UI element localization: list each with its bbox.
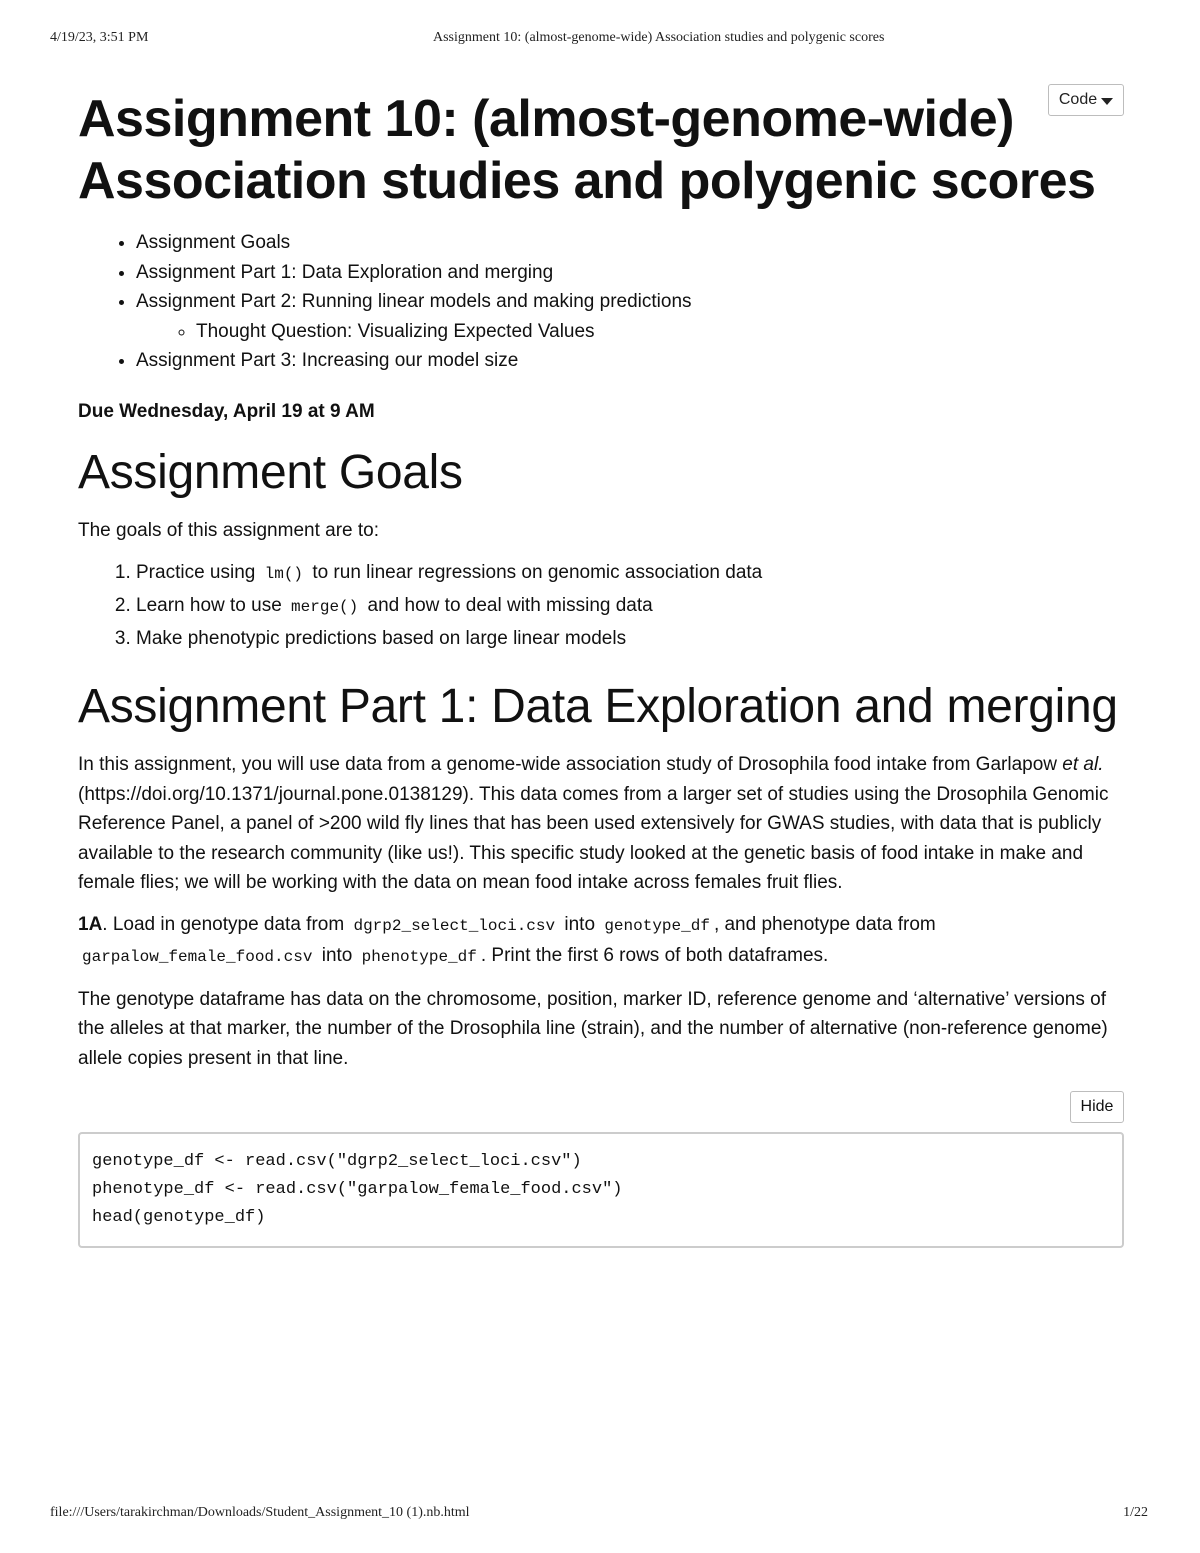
paragraph-emphasis: et al. — [1062, 754, 1104, 775]
goal-item — [136, 557, 1124, 590]
toc-item-label: Thought Question: Visualizing Expected Values — [196, 320, 595, 342]
toc-item-label: Assignment Goals — [136, 232, 291, 253]
toc-item-label: Assignment Part 3: Increasing our model size — [136, 350, 519, 371]
print-doc-title: Assignment 10: (almost-genome-wide) Association studies and polygenic scores — [433, 30, 885, 45]
goal-text: and how to deal with missing data — [367, 595, 653, 616]
question-text: . Print the first 6 rows of both dataframes. — [480, 945, 829, 966]
print-footer — [50, 1505, 1150, 1525]
due-date: Due Wednesday, April 19 at 9 AM — [78, 400, 375, 422]
goal-text: Learn how to use — [136, 595, 282, 616]
section-heading-part1: Assignment Part 1: Data Exploration and merging — [78, 680, 1118, 733]
question-text: into — [321, 945, 353, 966]
page-title: Assignment 10: (almost-genome-wide) Association studies and polygenic scores — [78, 90, 1096, 210]
goal-text: Practice using — [136, 562, 256, 583]
goal-text: to run linear regressions on genomic association data — [312, 562, 763, 583]
question-text: , and phenotype data from — [713, 913, 936, 935]
print-header — [50, 30, 1150, 50]
paragraph-text: (https://doi.org/10.1371/journal.pone.0138129). This data comes from a larger set of studies using the Drosophila Genomic Reference Panel, a panel of >200 wild fly lines that has been used extensively for GWAS studies, with data that is publicly available to the research community (like us!). This specific study looked at the genetic basis of food intake in make and female flies; we will be working with the data on mean food intake across females fruit flies. — [78, 783, 1109, 893]
goals-list — [78, 557, 1124, 654]
toc-item-thought-question[interactable] — [196, 317, 1124, 347]
code-chunk — [78, 1132, 1124, 1248]
toc-item-part1[interactable] — [136, 258, 1124, 288]
code-line: phenotype_df <- read.csv("garpalow_female_food.csv") — [92, 1180, 623, 1199]
inline-code: lm() — [264, 565, 304, 583]
code-line: genotype_df <- read.csv("dgrp2_select_loci.csv") — [92, 1152, 582, 1171]
inline-code: dgrp2_select_loci.csv — [353, 916, 556, 935]
part1-intro-paragraph — [78, 750, 1124, 898]
inline-code: genotype_df — [604, 916, 710, 935]
toc-sublist — [136, 317, 1124, 347]
inline-code: garpalow_female_food.csv — [82, 948, 313, 966]
notebook-content — [78, 82, 1124, 1248]
question-label: 1A — [78, 913, 103, 935]
hide-code-button[interactable]: Hide — [1070, 1091, 1124, 1123]
print-date: 4/19/23, 3:51 PM — [50, 30, 149, 45]
code-chunk-toolbar — [78, 1091, 1124, 1125]
toc-item-part3[interactable] — [136, 346, 1124, 376]
file-path: file:///Users/tarakirchman/Downloads/Student_Assignment_10 (1).nb.html — [50, 1505, 470, 1520]
goal-item — [136, 590, 1124, 623]
code-dropdown-label: Code — [1058, 91, 1098, 108]
goals-intro: The goals of this assignment are to: — [78, 519, 379, 541]
section-heading-goals: Assignment Goals — [78, 445, 463, 499]
question-1a — [78, 910, 1124, 973]
code-line: head(genotype_df) — [92, 1208, 266, 1227]
table-of-contents — [78, 228, 1124, 376]
toc-item-label: Assignment Part 2: Running linear models and making predictions — [136, 291, 692, 312]
question-text: into — [564, 913, 596, 935]
toc-item-part2[interactable] — [136, 287, 1124, 346]
toc-item-goals[interactable] — [136, 228, 1124, 258]
paragraph-text: In this assignment, you will use data from a genome-wide association study of Drosophila food intake from Garlapow — [78, 754, 1057, 775]
inline-code: merge() — [291, 598, 359, 616]
genotype-description: The genotype dataframe has data on the chromosome, position, marker ID, reference genome and ‘alternative’ versions of the alleles at that marker, the number of the Drosophila line (strain), and the number of alternative (non-reference genome) allele copies present in that line. — [78, 988, 1108, 1069]
goal-item: 3. Make phenotypic predictions based on large linear models — [136, 623, 1124, 654]
inline-code: phenotype_df — [361, 948, 477, 966]
toc-item-label: Assignment Part 1: Data Exploration and merging — [136, 261, 554, 283]
question-text: . Load in genotype data from — [102, 913, 345, 935]
page-number: 1/22 — [1123, 1505, 1148, 1520]
